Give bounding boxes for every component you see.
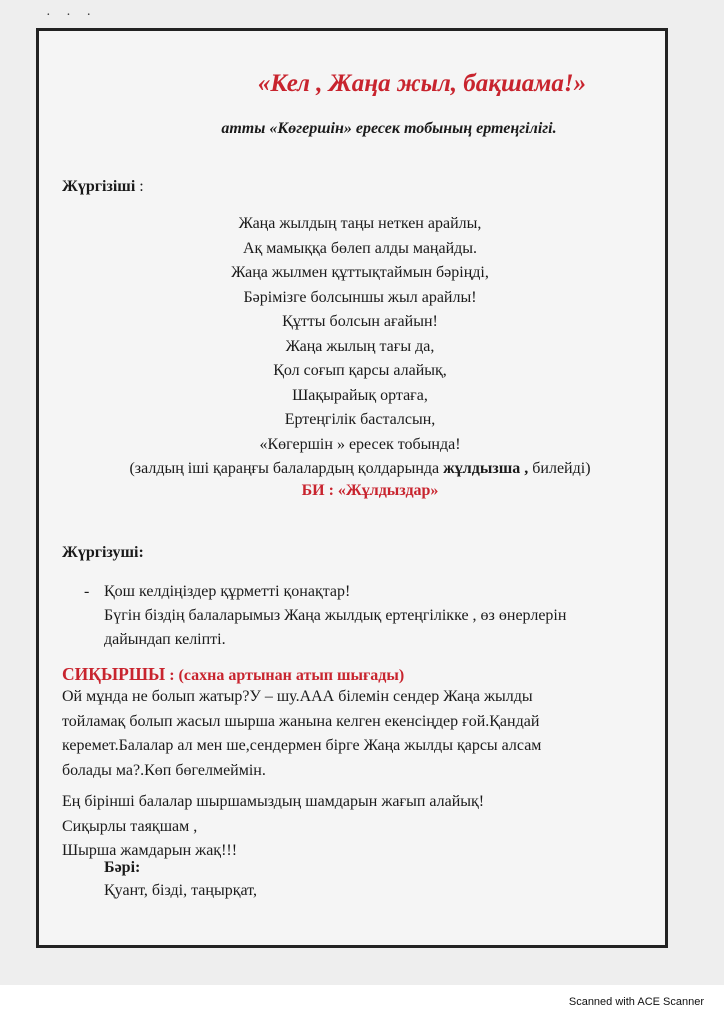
scanner-watermark: Scanned with ACE Scanner (568, 996, 704, 1008)
greeting-line: Қош келдіңіздер құрметті қонақтар! (104, 583, 351, 600)
poem-line: Ертеңгілік басталсын, (284, 411, 436, 428)
poem-line: Құтты болсын ағайын! (282, 313, 438, 330)
magician-name: СИҚЫРШЫ (62, 664, 166, 684)
speech-line: Ең бірінші балалар шыршамыздың шамдарын жағып алайық! (62, 793, 485, 810)
document-title: «Кел , Жаңа жыл, бақшама!» (257, 70, 587, 97)
speech-line: керемет.Балалар ал мен ше,сендермен бірге Жаңа жылды қарсы алсам (62, 737, 542, 754)
poem-line: Бәрімізге болсыншы жыл арайлы! (243, 288, 477, 306)
magician-speech (62, 685, 658, 783)
poem-line: Қол соғып қарсы алайық, (273, 362, 447, 379)
host-label-2: Жүргізуші: (62, 544, 144, 561)
poem-line: Жаңа жылың тағы да, (285, 337, 435, 355)
last-line: Қуант, бізді, таңырқат, (104, 882, 257, 899)
greeting-block (84, 580, 654, 652)
magician-speech-2 (62, 790, 658, 864)
poem-line: «Көгершін » ересек тобында! (259, 435, 461, 453)
magician-label (62, 664, 404, 685)
scan-dots: · · · (46, 8, 97, 23)
dance-title: БИ : «Жұлдыздар» (301, 482, 439, 499)
stage-direction (62, 457, 658, 482)
speech-line: тойламақ болып жасыл шырша жанына келген екенсіңдер ғой.Қандай (62, 712, 540, 730)
all-label: Бәрі: (104, 859, 141, 876)
poem-line: Жаңа жылмен құттықтаймын бәріңді, (231, 264, 489, 281)
magician-direction: : (сахна артынан атып шығады) (165, 667, 405, 684)
stage-direction-bold: жұлдызша , (443, 460, 529, 477)
stage-direction-suffix: билейді) (528, 460, 591, 477)
host-label-colon: : (135, 178, 144, 195)
document-subtitle: атты «Көгершін» ересек тобының ертеңгілігі. (221, 120, 557, 137)
poem-line: Жаңа жылдың таңы неткен арайлы, (238, 215, 482, 232)
poem (62, 212, 658, 482)
greeting-line: Бүгін біздің балаларымыз Жаңа жылдық ертеңгілікке , өз өнерлерін (104, 607, 567, 624)
poem-line: Шақырайық ортаға, (292, 386, 428, 404)
speech-line: Сиқырлы таяқшам , (62, 817, 198, 835)
list-dash: - (84, 583, 90, 600)
poem-line: Ақ мамыққа бөлеп алды маңайды. (242, 239, 478, 257)
host-label (62, 178, 144, 196)
greeting-line: дайындап келіпті. (104, 631, 226, 648)
speech-line: Ой мұнда не болып жатыр?У – шу.ААА білемін сендер Жаңа жылды (62, 688, 533, 705)
speech-line: Шырша жамдарын жақ!!! (62, 842, 238, 859)
host-label-text: Жүргізіші (62, 178, 136, 195)
stage-direction-prefix: (залдың іші қараңғы балалардың қолдарында (129, 460, 444, 477)
speech-line: болады ма?.Көп бөгелмеймін. (62, 761, 266, 779)
